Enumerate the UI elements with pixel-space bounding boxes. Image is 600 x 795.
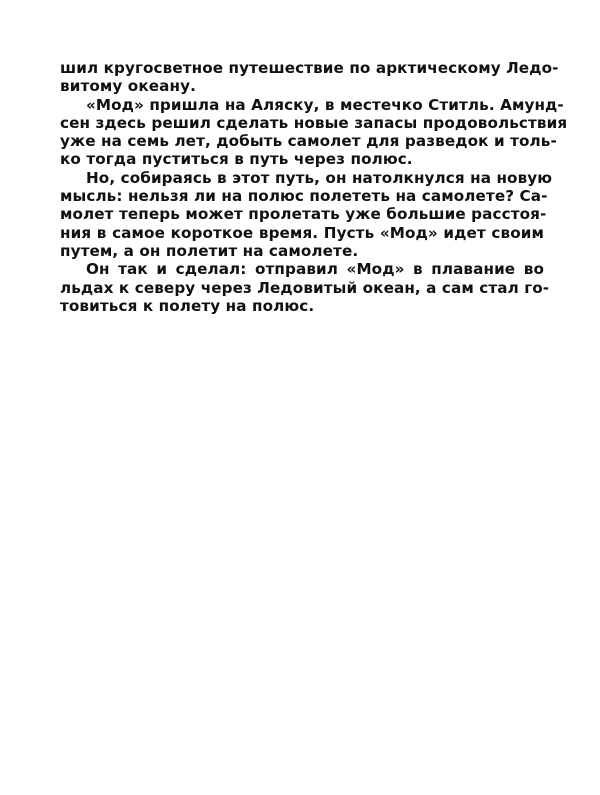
text-line: «Мод» пришла на Аляску, в местечко Ститль. Амунд- xyxy=(86,95,564,114)
text-line: мысль: нельзя ли на полюс полететь на самолете? Са- xyxy=(60,187,548,206)
text-line: витому океану. xyxy=(60,77,196,96)
text-line: товиться к полету на полюс. xyxy=(60,296,315,315)
text-line: шил кругосветное путешествие по арктическому Ледо- xyxy=(60,59,559,77)
text-line: путем, а он полетит на самолете. xyxy=(60,241,359,260)
text-line: Он так и сделал: отправил «Мод» в плавание во xyxy=(86,260,544,279)
text-line: сен здесь решил сделать новые запасы продовольствия xyxy=(60,113,568,132)
text-line: льдах к северу через Ледовитый океан, а сам стал го- xyxy=(60,278,550,297)
text-line: уже на семь лет, добыть самолет для разведок и толь- xyxy=(60,132,557,151)
text-line: молет теперь может пролетать уже большие расстоя- xyxy=(60,205,547,224)
text-line: ко тогда пуститься в путь через полюс. xyxy=(60,150,413,169)
body-text xyxy=(60,59,568,315)
text-line: Но, собираясь в этот путь, он натолкнулся на новую xyxy=(86,168,553,187)
text-line: ния в самое короткое время. Пусть «Мод» идет своим xyxy=(60,223,544,242)
